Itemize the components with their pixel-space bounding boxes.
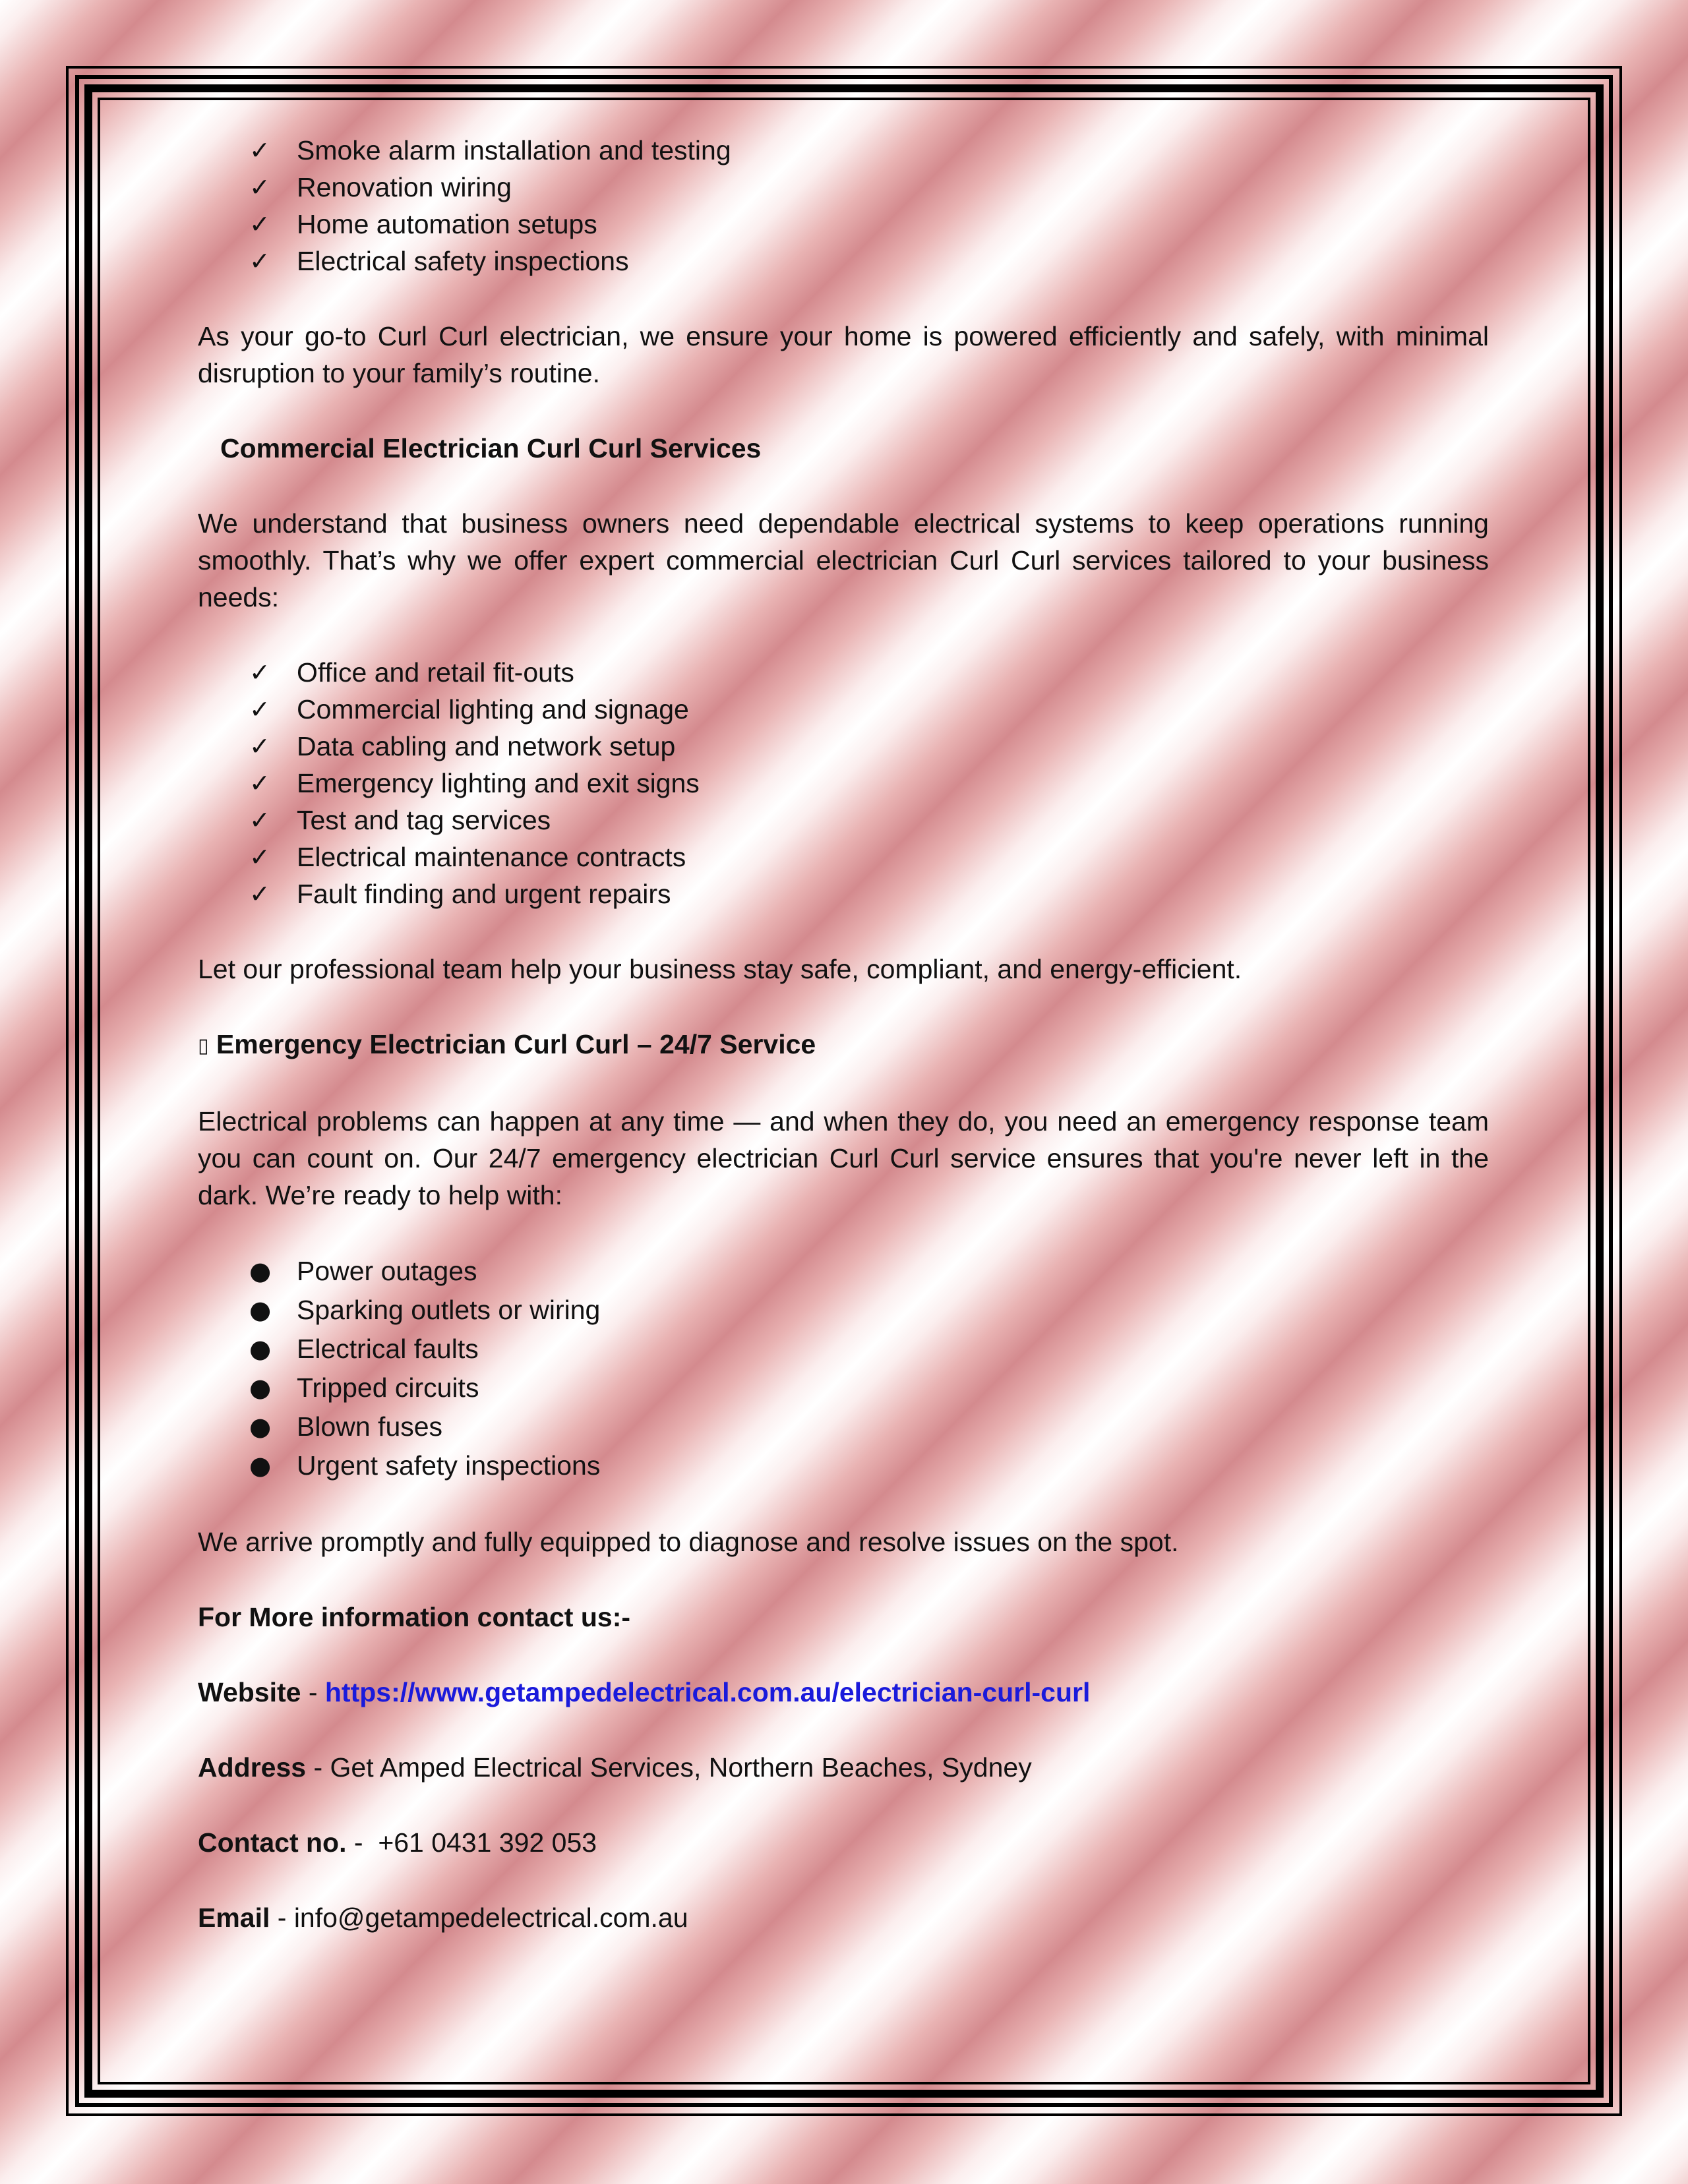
check-mark-icon: ✓ [249, 247, 270, 276]
contact-email: Email - info@getampedelectrical.com.au [198, 1903, 688, 1933]
contact-phone: Contact no. - +61 0431 392 053 [198, 1827, 597, 1858]
list-item: ✓ Smoke alarm installation and testing [198, 132, 1489, 169]
contact-heading: For More information contact us:- [198, 1602, 630, 1632]
list-item: ● Electrical faults [198, 1330, 1489, 1369]
check-mark-icon: ✓ [249, 806, 270, 835]
bullet-icon: ● [249, 1373, 272, 1402]
commercial-services-list [198, 654, 1489, 912]
commercial-heading: Commercial Electrician Curl Curl Services [220, 433, 762, 463]
list-item: ● Urgent safety inspections [198, 1446, 1489, 1485]
list-item: ✓ Fault finding and urgent repairs [198, 875, 1489, 912]
list-item: ✓ Emergency lighting and exit signs [198, 765, 1489, 802]
list-item: ✓ Electrical safety inspections [198, 243, 1489, 280]
check-mark-icon: ✓ [249, 769, 270, 798]
list-item: ✓ Office and retail fit-outs [198, 654, 1489, 691]
check-mark-icon: ✓ [249, 136, 270, 165]
residential-closing-paragraph: As your go-to Curl Curl electrician, we ensure your home is powered efficiently and safely, with minimal disruption to your family’s routine. [198, 321, 1489, 388]
list-item: ● Power outages [198, 1252, 1489, 1291]
check-mark-icon: ✓ [249, 173, 270, 202]
commercial-intro-paragraph: We understand that business owners need dependable electrical systems to keep operations running smoothly. That’s why we offer expert commercial electrician Curl Curl services tailored to your business needs: [198, 508, 1489, 612]
list-item: ● Tripped circuits [198, 1369, 1489, 1407]
bullet-icon: ● [249, 1412, 272, 1441]
list-item: ✓ Test and tag services [198, 802, 1489, 839]
address-label: Address [198, 1752, 307, 1783]
phone-label: Contact no. [198, 1827, 347, 1858]
website-link[interactable]: https://www.getampedelectrical.com.au/electrician-curl-curl [324, 1677, 1091, 1707]
email-value: info@getampedelectrical.com.au [293, 1903, 688, 1933]
phone-value: +61 0431 392 053 [378, 1827, 597, 1858]
list-item: ✓ Commercial lighting and signage [198, 691, 1489, 728]
check-mark-icon: ✓ [249, 695, 270, 724]
list-item: ✓ Electrical maintenance contracts [198, 839, 1489, 875]
residential-services-list [198, 132, 1489, 280]
check-mark-icon: ✓ [249, 658, 270, 687]
check-mark-icon: ✓ [249, 732, 270, 761]
list-item: ✓ Data cabling and network setup [198, 728, 1489, 765]
check-mark-icon: ✓ [249, 210, 270, 239]
emergency-intro-paragraph: Electrical problems can happen at any time — and when they do, you need an emergency response team you can count on. Our 24/7 emergency electrician Curl Curl service ensures that you're never left in the dark. We’re ready to help with: [198, 1106, 1489, 1210]
address-value: Get Amped Electrical Services, Northern Beaches, Sydney [330, 1752, 1032, 1783]
list-item: ● Sparking outlets or wiring [198, 1291, 1489, 1330]
check-mark-icon: ✓ [249, 842, 270, 871]
contact-address: Address - Get Amped Electrical Services, Northern Beaches, Sydney [198, 1752, 1032, 1783]
bullet-icon: ● [249, 1334, 272, 1363]
list-item: ✓ Renovation wiring [198, 169, 1489, 206]
commercial-closing-paragraph: Let our professional team help your business stay safe, compliant, and energy-efficient. [198, 954, 1242, 984]
list-item: ● Blown fuses [198, 1407, 1489, 1446]
document-content [198, 132, 1489, 1936]
website-label: Website [198, 1677, 301, 1707]
emergency-heading: ▯ Emergency Electrician Curl Curl – 24/7 Service [198, 1026, 1489, 1065]
emergency-closing-paragraph: We arrive promptly and fully equipped to diagnose and resolve issues on the spot. [198, 1527, 1179, 1557]
bullet-icon: ● [249, 1451, 272, 1480]
bullet-icon: ● [249, 1295, 272, 1324]
emergency-services-list [198, 1252, 1489, 1485]
bullet-icon: ● [249, 1256, 272, 1285]
check-mark-icon: ✓ [249, 879, 270, 908]
missing-glyph-icon: ▯ [198, 1034, 209, 1057]
contact-website: Website - https://www.getampedelectrical.com.au/electrician-curl-curl [198, 1677, 1091, 1707]
email-label: Email [198, 1903, 270, 1933]
list-item: ✓ Home automation setups [198, 206, 1489, 243]
